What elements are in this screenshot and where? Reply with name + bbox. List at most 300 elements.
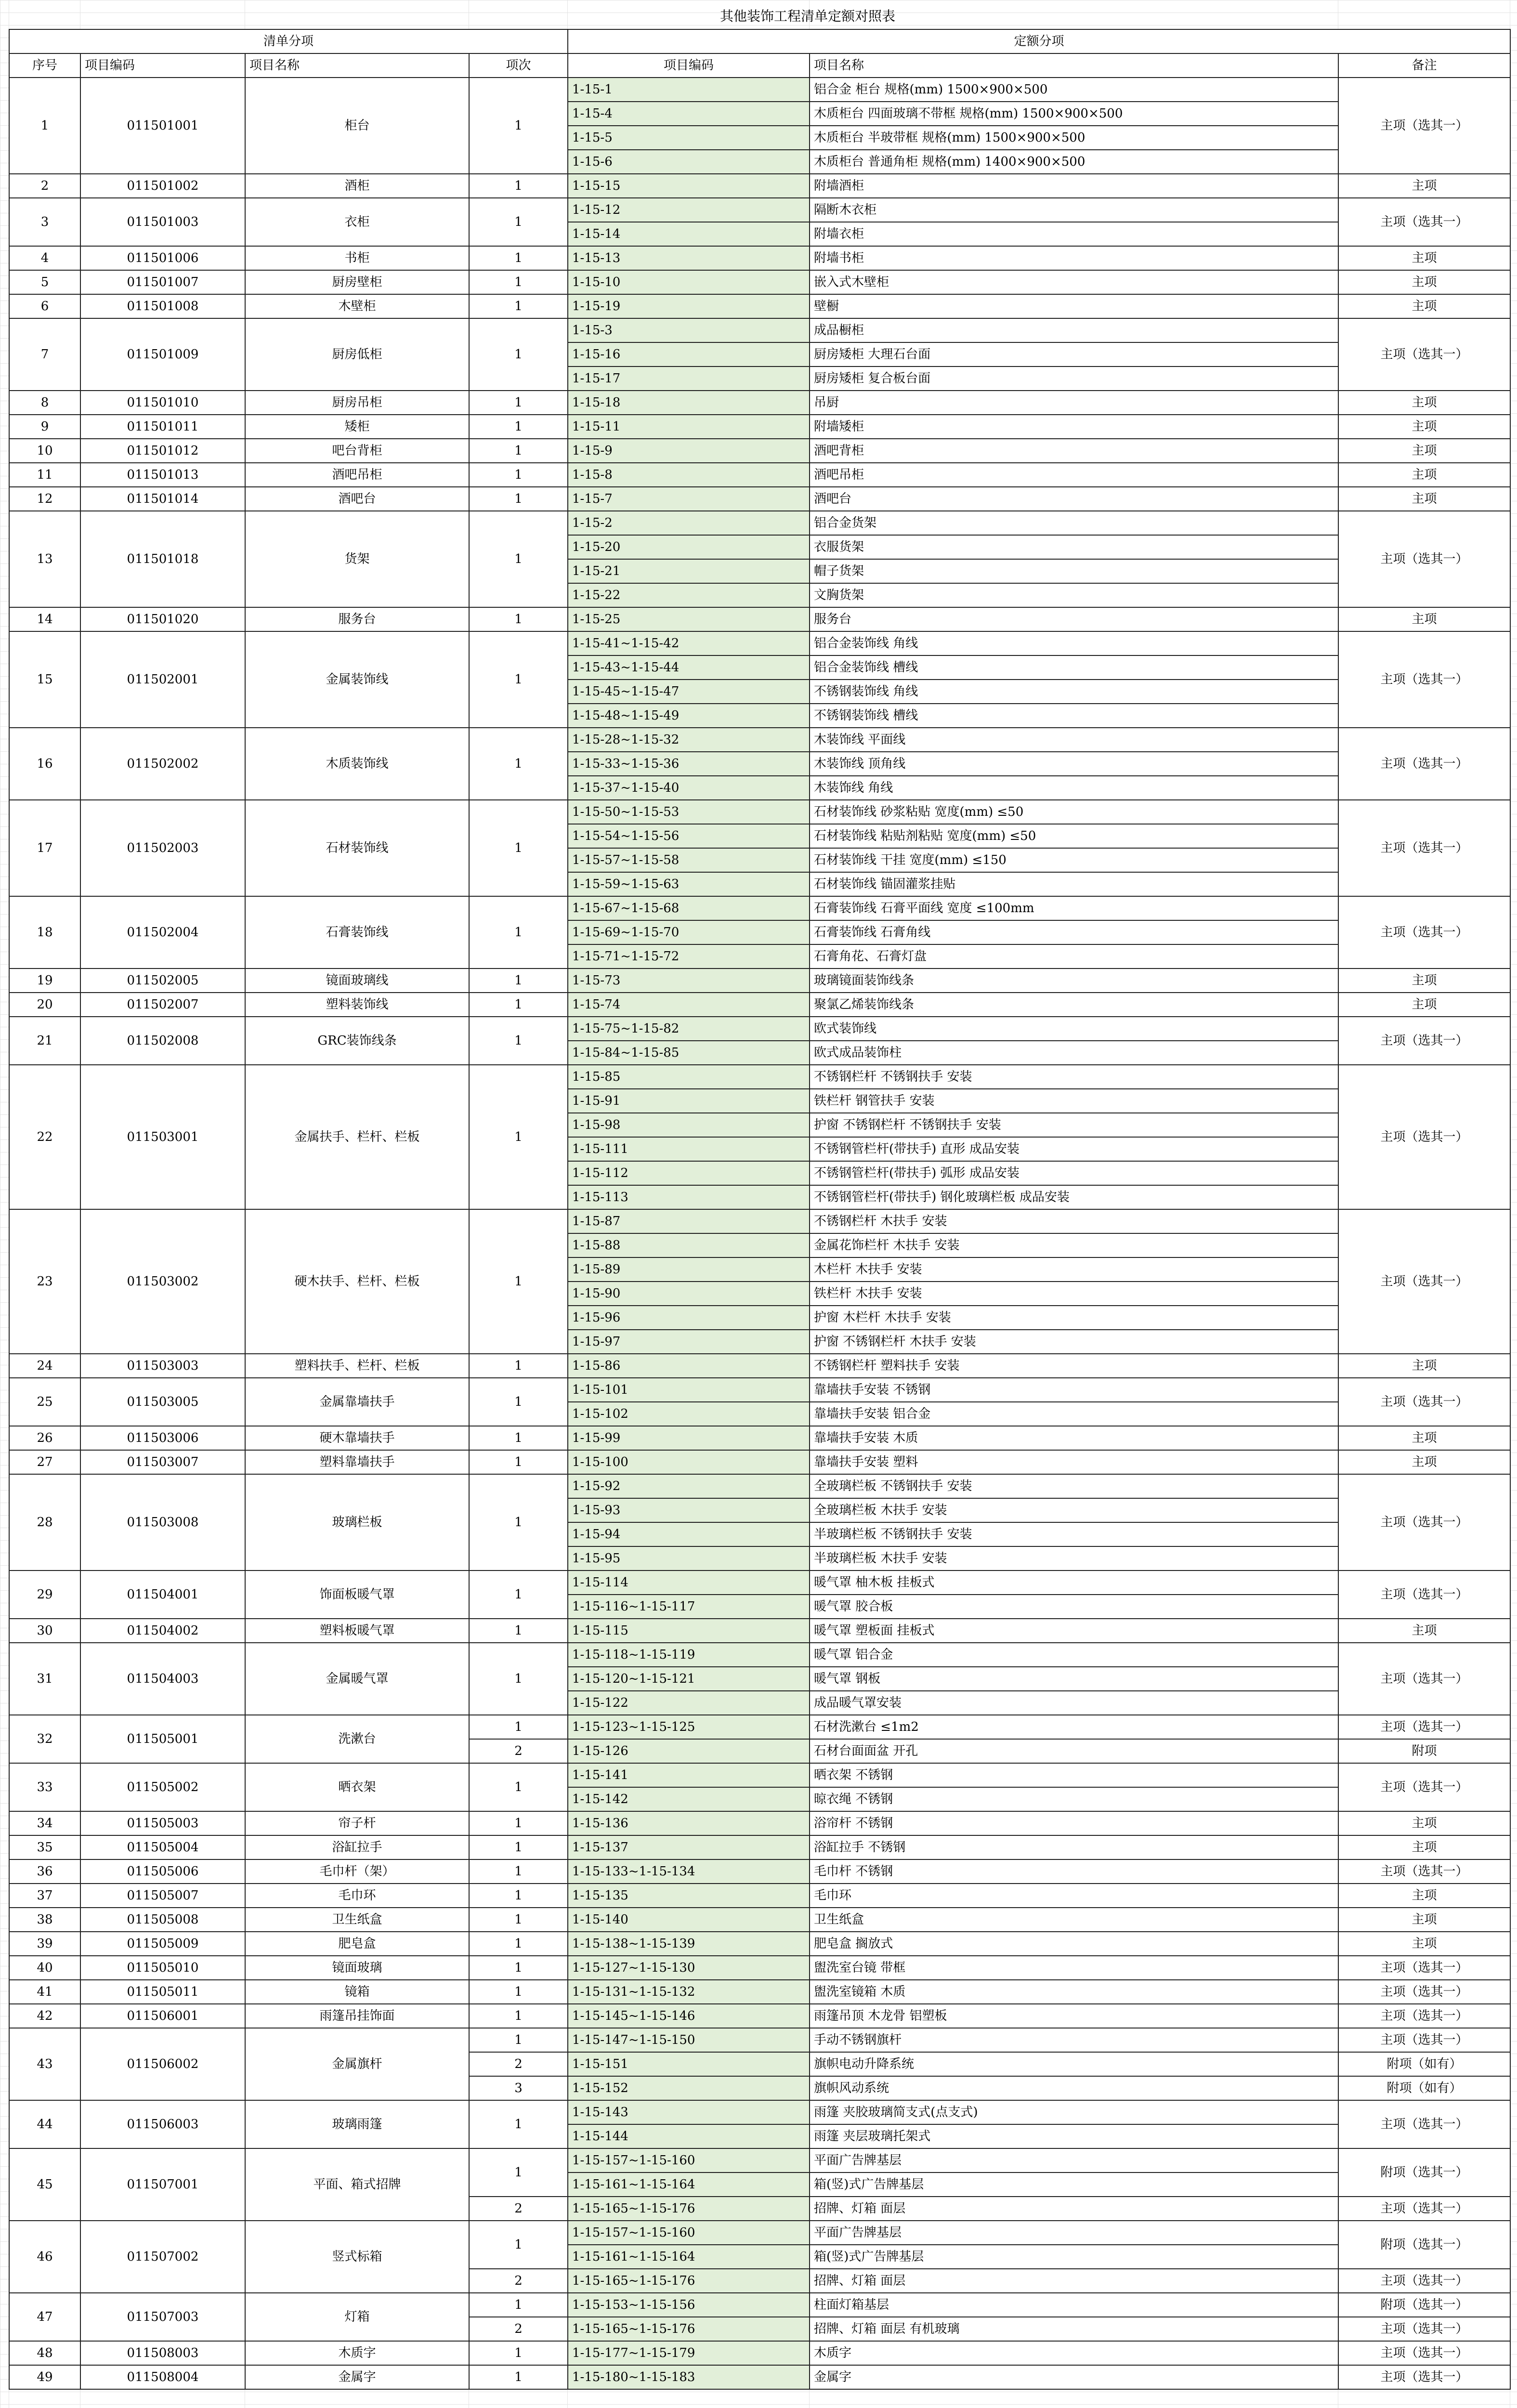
quota-code: 1-15-123~1-15-125 <box>568 1715 810 1739</box>
quota-name: 护窗 不锈钢栏杆 木扶手 安装 <box>810 1330 1338 1354</box>
quota-code: 1-15-11 <box>568 415 810 439</box>
item-number: 3 <box>9 198 80 246</box>
list-name: 洗漱台 <box>245 1715 469 1763</box>
quota-name: 厨房矮柜 大理石台面 <box>810 342 1338 366</box>
quota-name: 石材装饰线 砂浆粘贴 宽度(mm) ≤50 <box>810 800 1338 824</box>
quota-name: 靠墙扶手安装 不锈钢 <box>810 1378 1338 1402</box>
table-row <box>9 294 1510 318</box>
sub-index: 2 <box>469 1739 568 1763</box>
table-row <box>9 1643 1510 1667</box>
list-name: 玻璃雨篷 <box>245 2100 469 2148</box>
sub-index: 1 <box>469 896 568 968</box>
item-number: 43 <box>9 2028 80 2100</box>
quota-code: 1-15-25 <box>568 607 810 631</box>
quota-name: 不锈钢栏杆 塑料扶手 安装 <box>810 1354 1338 1378</box>
quota-code: 1-15-115 <box>568 1619 810 1643</box>
quota-code: 1-15-93 <box>568 1498 810 1522</box>
list-code: 011501008 <box>80 294 245 318</box>
note: 主项（选其一） <box>1338 2100 1510 2148</box>
quota-name: 聚氯乙烯装饰线条 <box>810 993 1338 1017</box>
quota-code: 1-15-41~1-15-42 <box>568 631 810 655</box>
note: 主项 <box>1338 1450 1510 1474</box>
quota-code: 1-15-22 <box>568 583 810 607</box>
quota-code: 1-15-57~1-15-58 <box>568 848 810 872</box>
quota-comparison-table <box>9 29 1511 2390</box>
quota-name: 金属字 <box>810 2365 1338 2389</box>
quota-code: 1-15-75~1-15-82 <box>568 1017 810 1041</box>
table-row <box>9 78 1510 102</box>
quota-code: 1-15-113 <box>568 1185 810 1209</box>
sub-index: 1 <box>469 1065 568 1209</box>
table-row <box>9 1763 1510 1787</box>
note: 主项（选其一） <box>1338 1209 1510 1354</box>
quota-code: 1-15-89 <box>568 1257 810 1282</box>
table-row <box>9 896 1510 920</box>
quota-name: 护窗 木栏杆 木扶手 安装 <box>810 1306 1338 1330</box>
item-number: 46 <box>9 2221 80 2293</box>
item-number: 12 <box>9 487 80 511</box>
list-code: 011505003 <box>80 1811 245 1835</box>
group-header-left: 清单分项 <box>9 29 568 53</box>
header-list-code: 项目编码 <box>80 53 245 78</box>
quota-code: 1-15-74 <box>568 993 810 1017</box>
sub-index: 1 <box>469 1426 568 1450</box>
list-name: 酒吧台 <box>245 487 469 511</box>
list-name: 晒衣架 <box>245 1763 469 1811</box>
sub-index: 1 <box>469 1859 568 1884</box>
column-header-row <box>9 53 1510 78</box>
quota-code: 1-15-67~1-15-68 <box>568 896 810 920</box>
quota-code: 1-15-2 <box>568 511 810 535</box>
list-code: 011503002 <box>80 1209 245 1354</box>
sub-index: 2 <box>469 2052 568 2076</box>
quota-code: 1-15-1 <box>568 78 810 102</box>
quota-code: 1-15-116~1-15-117 <box>568 1595 810 1619</box>
table-row <box>9 198 1510 222</box>
quota-code: 1-15-10 <box>568 270 810 294</box>
quota-name: 全玻璃栏板 不锈钢扶手 安装 <box>810 1474 1338 1498</box>
list-code: 011501010 <box>80 391 245 415</box>
item-number: 29 <box>9 1570 80 1619</box>
list-code: 011502008 <box>80 1017 245 1065</box>
sub-index: 1 <box>469 2341 568 2365</box>
table-row <box>9 2004 1510 2028</box>
quota-name: 暖气罩 柚木板 挂板式 <box>810 1570 1338 1595</box>
sub-index: 1 <box>469 1956 568 1980</box>
quota-name: 雨篷 夹层玻璃托架式 <box>810 2124 1338 2148</box>
list-code: 011503003 <box>80 1354 245 1378</box>
table-row <box>9 1715 1510 1739</box>
table-row <box>9 1908 1510 1932</box>
note: 主项 <box>1338 246 1510 270</box>
list-code: 011506001 <box>80 2004 245 2028</box>
list-code: 011501002 <box>80 174 245 198</box>
list-code: 011505004 <box>80 1835 245 1859</box>
item-number: 7 <box>9 318 80 391</box>
table-row <box>9 993 1510 1017</box>
list-code: 011507003 <box>80 2293 245 2341</box>
list-code: 011502004 <box>80 896 245 968</box>
quota-code: 1-15-9 <box>568 439 810 463</box>
header-no: 序号 <box>9 53 80 78</box>
list-code: 011501020 <box>80 607 245 631</box>
list-name: 石材装饰线 <box>245 800 469 896</box>
quota-name: 靠墙扶手安装 塑料 <box>810 1450 1338 1474</box>
quota-code: 1-15-33~1-15-36 <box>568 752 810 776</box>
list-name: 酒柜 <box>245 174 469 198</box>
note: 主项 <box>1338 294 1510 318</box>
quota-code: 1-15-102 <box>568 1402 810 1426</box>
sub-index: 1 <box>469 2148 568 2197</box>
quota-name: 石材台面面盆 开孔 <box>810 1739 1338 1763</box>
quota-name: 铝合金装饰线 角线 <box>810 631 1338 655</box>
quota-name: 石材装饰线 粘贴剂粘贴 宽度(mm) ≤50 <box>810 824 1338 848</box>
quota-name: 附墙酒柜 <box>810 174 1338 198</box>
sub-index: 1 <box>469 1017 568 1065</box>
sub-index: 1 <box>469 1811 568 1835</box>
table-row <box>9 1835 1510 1859</box>
quota-name: 旗帜风动系统 <box>810 2076 1338 2100</box>
item-number: 17 <box>9 800 80 896</box>
item-number: 15 <box>9 631 80 728</box>
quota-name: 铁栏杆 钢管扶手 安装 <box>810 1089 1338 1113</box>
item-number: 4 <box>9 246 80 270</box>
quota-name: 石膏装饰线 石膏角线 <box>810 920 1338 944</box>
list-name: 毛巾杆（架） <box>245 1859 469 1884</box>
table-row <box>9 1932 1510 1956</box>
quota-code: 1-15-100 <box>568 1450 810 1474</box>
quota-name: 衣服货架 <box>810 535 1338 559</box>
quota-code: 1-15-165~1-15-176 <box>568 2197 810 2221</box>
quota-code: 1-15-145~1-15-146 <box>568 2004 810 2028</box>
list-code: 011507001 <box>80 2148 245 2221</box>
sub-index: 1 <box>469 1835 568 1859</box>
item-number: 37 <box>9 1884 80 1908</box>
list-code: 011501007 <box>80 270 245 294</box>
table-row <box>9 2365 1510 2389</box>
quota-name: 盥洗室镜箱 木质 <box>810 1980 1338 2004</box>
sub-index: 1 <box>469 1908 568 1932</box>
table-row <box>9 2221 1510 2245</box>
list-name: 厨房壁柜 <box>245 270 469 294</box>
quota-name: 成品暖气罩安装 <box>810 1691 1338 1715</box>
quota-code: 1-15-6 <box>568 150 810 174</box>
quota-name: 柱面灯箱基层 <box>810 2293 1338 2317</box>
note: 主项（选其一） <box>1338 2317 1510 2341</box>
list-name: 硬木扶手、栏杆、栏板 <box>245 1209 469 1354</box>
list-code: 011507002 <box>80 2221 245 2293</box>
quota-code: 1-15-87 <box>568 1209 810 1233</box>
sub-index: 1 <box>469 294 568 318</box>
group-header-right: 定额分项 <box>568 29 1510 53</box>
quota-name: 毛巾环 <box>810 1884 1338 1908</box>
quota-code: 1-15-161~1-15-164 <box>568 2172 810 2197</box>
quota-name: 箱(竖)式广告牌基层 <box>810 2172 1338 2197</box>
quota-name: 不锈钢管栏杆(带扶手) 弧形 成品安装 <box>810 1161 1338 1185</box>
quota-code: 1-15-165~1-15-176 <box>568 2317 810 2341</box>
quota-code: 1-15-122 <box>568 1691 810 1715</box>
list-name: 金属暖气罩 <box>245 1643 469 1715</box>
quota-name: 附墙书柜 <box>810 246 1338 270</box>
quota-code: 1-15-37~1-15-40 <box>568 776 810 800</box>
quota-code: 1-15-43~1-15-44 <box>568 655 810 680</box>
list-code: 011501006 <box>80 246 245 270</box>
quota-code: 1-15-161~1-15-164 <box>568 2245 810 2269</box>
quota-code: 1-15-120~1-15-121 <box>568 1667 810 1691</box>
item-number: 34 <box>9 1811 80 1835</box>
quota-code: 1-15-141 <box>568 1763 810 1787</box>
list-name: 肥皂盒 <box>245 1932 469 1956</box>
item-number: 30 <box>9 1619 80 1643</box>
note: 主项（选其一） <box>1338 1980 1510 2004</box>
quota-name: 木栏杆 木扶手 安装 <box>810 1257 1338 1282</box>
header-quota-code: 项目编码 <box>568 53 810 78</box>
sub-index: 1 <box>469 728 568 800</box>
item-number: 8 <box>9 391 80 415</box>
item-number: 32 <box>9 1715 80 1763</box>
sub-index: 1 <box>469 1932 568 1956</box>
table-row <box>9 1378 1510 1402</box>
note: 主项 <box>1338 1811 1510 1835</box>
quota-code: 1-15-111 <box>568 1137 810 1161</box>
list-name: 卫生纸盒 <box>245 1908 469 1932</box>
quota-name: 木质柜台 普通角柜 规格(mm) 1400×900×500 <box>810 150 1338 174</box>
list-name: 矮柜 <box>245 415 469 439</box>
list-code: 011503007 <box>80 1450 245 1474</box>
quota-name: 石膏装饰线 石膏平面线 宽度 ≤100mm <box>810 896 1338 920</box>
note: 主项（选其一） <box>1338 2004 1510 2028</box>
item-number: 9 <box>9 415 80 439</box>
quota-name: 木装饰线 角线 <box>810 776 1338 800</box>
list-name: 厨房吊柜 <box>245 391 469 415</box>
quota-code: 1-15-157~1-15-160 <box>568 2148 810 2172</box>
item-number: 24 <box>9 1354 80 1378</box>
header-quota-name: 项目名称 <box>810 53 1338 78</box>
quota-name: 玻璃镜面装饰线条 <box>810 968 1338 993</box>
note: 主项（选其一） <box>1338 1017 1510 1065</box>
note: 主项（选其一） <box>1338 631 1510 728</box>
sub-index: 1 <box>469 174 568 198</box>
quota-code: 1-15-135 <box>568 1884 810 1908</box>
note: 主项（选其一） <box>1338 1378 1510 1426</box>
list-code: 011503006 <box>80 1426 245 1450</box>
list-code: 011505007 <box>80 1884 245 1908</box>
quota-code: 1-15-13 <box>568 246 810 270</box>
quota-name: 全玻璃栏板 木扶手 安装 <box>810 1498 1338 1522</box>
table-body <box>9 78 1510 2389</box>
list-code: 011505002 <box>80 1763 245 1811</box>
quota-name: 手动不锈钢旗杆 <box>810 2028 1338 2052</box>
list-name: 毛巾环 <box>245 1884 469 1908</box>
quota-name: 暖气罩 钢板 <box>810 1667 1338 1691</box>
quota-code: 1-15-8 <box>568 463 810 487</box>
item-number: 14 <box>9 607 80 631</box>
quota-code: 1-15-136 <box>568 1811 810 1835</box>
quota-code: 1-15-88 <box>568 1233 810 1257</box>
list-code: 011504001 <box>80 1570 245 1619</box>
quota-name: 服务台 <box>810 607 1338 631</box>
quota-name: 石材装饰线 干挂 宽度(mm) ≤150 <box>810 848 1338 872</box>
sub-index: 1 <box>469 1450 568 1474</box>
table-row <box>9 1426 1510 1450</box>
quota-name: 靠墙扶手安装 木质 <box>810 1426 1338 1450</box>
list-code: 011502005 <box>80 968 245 993</box>
note: 主项（选其一） <box>1338 1956 1510 1980</box>
quota-code: 1-15-15 <box>568 174 810 198</box>
table-row <box>9 1474 1510 1498</box>
note: 主项（选其一） <box>1338 1715 1510 1739</box>
item-number: 27 <box>9 1450 80 1474</box>
sub-index: 1 <box>469 78 568 174</box>
quota-code: 1-15-71~1-15-72 <box>568 944 810 968</box>
item-number: 11 <box>9 463 80 487</box>
item-number: 35 <box>9 1835 80 1859</box>
item-number: 33 <box>9 1763 80 1811</box>
quota-name: 隔断木衣柜 <box>810 198 1338 222</box>
sub-index: 1 <box>469 1570 568 1619</box>
list-code: 011505010 <box>80 1956 245 1980</box>
list-name: 雨篷吊挂饰面 <box>245 2004 469 2028</box>
sub-index: 1 <box>469 2293 568 2317</box>
quota-name: 木质柜台 半玻带框 规格(mm) 1500×900×500 <box>810 126 1338 150</box>
header-sub-index: 项次 <box>469 53 568 78</box>
quota-code: 1-15-147~1-15-150 <box>568 2028 810 2052</box>
list-name: 木壁柜 <box>245 294 469 318</box>
list-name: 竖式标箱 <box>245 2221 469 2293</box>
table-row <box>9 318 1510 342</box>
quota-code: 1-15-177~1-15-179 <box>568 2341 810 2365</box>
note: 附项 <box>1338 1739 1510 1763</box>
list-name: GRC装饰线条 <box>245 1017 469 1065</box>
list-code: 011503008 <box>80 1474 245 1570</box>
table-row <box>9 1811 1510 1835</box>
note: 主项（选其一） <box>1338 198 1510 246</box>
list-name: 木质装饰线 <box>245 728 469 800</box>
item-number: 47 <box>9 2293 80 2341</box>
list-name: 塑料靠墙扶手 <box>245 1450 469 1474</box>
item-number: 20 <box>9 993 80 1017</box>
quota-code: 1-15-45~1-15-47 <box>568 680 810 704</box>
quota-name: 木质柜台 四面玻璃不带框 规格(mm) 1500×900×500 <box>810 102 1338 126</box>
list-code: 011503001 <box>80 1065 245 1209</box>
note: 主项 <box>1338 607 1510 631</box>
note: 附项（选其一） <box>1338 2148 1510 2197</box>
quota-name: 成品橱柜 <box>810 318 1338 342</box>
quota-code: 1-15-20 <box>568 535 810 559</box>
list-code: 011506002 <box>80 2028 245 2100</box>
quota-name: 不锈钢装饰线 角线 <box>810 680 1338 704</box>
quota-name: 文胸货架 <box>810 583 1338 607</box>
quota-name: 招牌、灯箱 面层 <box>810 2197 1338 2221</box>
header-note: 备注 <box>1338 53 1510 78</box>
list-name: 浴缸拉手 <box>245 1835 469 1859</box>
note: 主项 <box>1338 439 1510 463</box>
note: 主项（选其一） <box>1338 2341 1510 2365</box>
quota-name: 不锈钢管栏杆(带扶手) 钢化玻璃栏板 成品安装 <box>810 1185 1338 1209</box>
note: 主项 <box>1338 270 1510 294</box>
quota-name: 雨篷 夹胶玻璃简支式(点支式) <box>810 2100 1338 2124</box>
table-row <box>9 174 1510 198</box>
quota-name: 箱(竖)式广告牌基层 <box>810 2245 1338 2269</box>
list-code: 011505009 <box>80 1932 245 1956</box>
list-name: 厨房低柜 <box>245 318 469 391</box>
quota-code: 1-15-59~1-15-63 <box>568 872 810 896</box>
list-name: 衣柜 <box>245 198 469 246</box>
note: 主项 <box>1338 1354 1510 1378</box>
note: 主项 <box>1338 463 1510 487</box>
quota-name: 半玻璃栏板 木扶手 安装 <box>810 1546 1338 1570</box>
quota-name: 平面广告牌基层 <box>810 2148 1338 2172</box>
list-code: 011505001 <box>80 1715 245 1763</box>
item-number: 42 <box>9 2004 80 2028</box>
item-number: 25 <box>9 1378 80 1426</box>
list-code: 011501009 <box>80 318 245 391</box>
quota-name: 靠墙扶手安装 铝合金 <box>810 1402 1338 1426</box>
sub-index: 1 <box>469 415 568 439</box>
quota-name: 嵌入式木壁柜 <box>810 270 1338 294</box>
sub-index: 1 <box>469 2365 568 2389</box>
quota-name: 帽子货架 <box>810 559 1338 583</box>
quota-code: 1-15-180~1-15-183 <box>568 2365 810 2389</box>
quota-code: 1-15-99 <box>568 1426 810 1450</box>
table-row <box>9 2100 1510 2124</box>
quota-code: 1-15-84~1-15-85 <box>568 1041 810 1065</box>
note: 主项 <box>1338 1835 1510 1859</box>
list-name: 平面、箱式招牌 <box>245 2148 469 2221</box>
table-row <box>9 270 1510 294</box>
quota-code: 1-15-5 <box>568 126 810 150</box>
item-number: 36 <box>9 1859 80 1884</box>
note: 主项（选其一） <box>1338 2365 1510 2389</box>
note: 主项 <box>1338 1932 1510 1956</box>
sub-index: 1 <box>469 1209 568 1354</box>
list-code: 011502007 <box>80 993 245 1017</box>
quota-code: 1-15-131~1-15-132 <box>568 1980 810 2004</box>
quota-code: 1-15-73 <box>568 968 810 993</box>
quota-name: 不锈钢管栏杆(带扶手) 直形 成品安装 <box>810 1137 1338 1161</box>
quota-name: 石材装饰线 锚固灌浆挂贴 <box>810 872 1338 896</box>
note: 主项（选其一） <box>1338 1474 1510 1570</box>
note: 主项（选其一） <box>1338 896 1510 968</box>
quota-code: 1-15-91 <box>568 1089 810 1113</box>
item-number: 45 <box>9 2148 80 2221</box>
item-number: 28 <box>9 1474 80 1570</box>
quota-code: 1-15-86 <box>568 1354 810 1378</box>
quota-code: 1-15-153~1-15-156 <box>568 2293 810 2317</box>
table-row <box>9 1956 1510 1980</box>
quota-code: 1-15-16 <box>568 342 810 366</box>
quota-code: 1-15-151 <box>568 2052 810 2076</box>
list-name: 服务台 <box>245 607 469 631</box>
item-number: 31 <box>9 1643 80 1715</box>
list-name: 书柜 <box>245 246 469 270</box>
note: 主项 <box>1338 1908 1510 1932</box>
quota-code: 1-15-3 <box>568 318 810 342</box>
quota-name: 招牌、灯箱 面层 有机玻璃 <box>810 2317 1338 2341</box>
quota-name: 不锈钢装饰线 槽线 <box>810 704 1338 728</box>
quota-code: 1-15-143 <box>568 2100 810 2124</box>
list-name: 木质字 <box>245 2341 469 2365</box>
table-row <box>9 511 1510 535</box>
note: 主项（选其一） <box>1338 728 1510 800</box>
list-name: 硬木靠墙扶手 <box>245 1426 469 1450</box>
sub-index: 1 <box>469 1619 568 1643</box>
sub-index: 1 <box>469 198 568 246</box>
quota-name: 招牌、灯箱 面层 <box>810 2269 1338 2293</box>
table-row <box>9 439 1510 463</box>
list-code: 011508003 <box>80 2341 245 2365</box>
quota-name: 暖气罩 塑板面 挂板式 <box>810 1619 1338 1643</box>
